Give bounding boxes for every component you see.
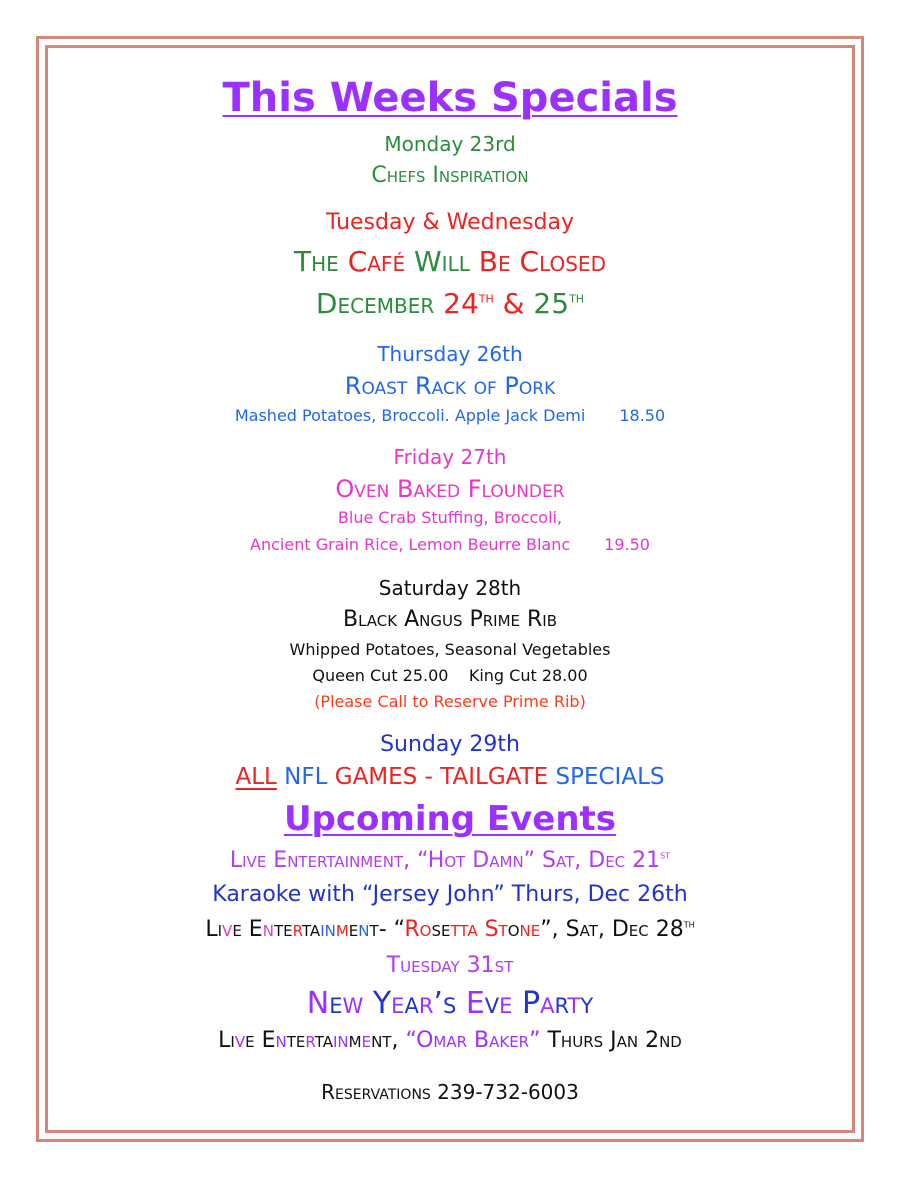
e3-p20: ”, — [540, 917, 566, 942]
closed-word-1: The — [294, 245, 348, 278]
closed-word-5: Closed — [519, 245, 606, 278]
events-title: Upcoming Events — [283, 799, 617, 839]
cafe-closed-notice — [0, 245, 900, 278]
tailgate-specials-word: SPECIALS — [555, 764, 665, 790]
e5-p3: Y — [372, 986, 392, 1021]
e5-p13: r — [554, 986, 568, 1021]
e3-p7: ta — [301, 917, 321, 942]
e3-p13: - “ — [378, 917, 405, 942]
dates-24: 24 — [443, 287, 479, 320]
event-hot-damn-text: Live Entertainment, “Hot Damn” Sat, Dec 21 — [229, 848, 661, 873]
closed-dates — [0, 287, 900, 320]
e6-p2: e — [245, 1028, 262, 1053]
e3-p6: r — [292, 917, 302, 942]
e5-p12: a — [540, 986, 555, 1021]
e5-p7: ’s — [433, 986, 466, 1021]
e5-p15: y — [580, 986, 594, 1021]
event-hot-damn-suffix: st — [660, 847, 671, 862]
e3-p22: th — [683, 916, 695, 931]
e5-p5: a — [404, 986, 419, 1021]
reservations-phone: Reservations 239-732-6003 — [321, 1080, 579, 1104]
e5-p11: P — [521, 986, 541, 1021]
e3-p17: St — [484, 917, 508, 942]
tue-wed-day: Tuesday & Wednesday — [325, 210, 574, 235]
e6-p1: v — [234, 1028, 246, 1053]
event-new-years-eve — [0, 986, 900, 1021]
e5-p6: r — [418, 986, 434, 1021]
e3-p3: E — [248, 917, 263, 942]
dates-amp: & — [493, 287, 534, 320]
thursday-day: Thursday 26th — [377, 342, 523, 366]
e6-p10: e — [361, 1028, 372, 1053]
closed-word-2: Café — [347, 245, 414, 278]
event-tuesday-31st: Tuesday 31st — [386, 953, 514, 978]
e5-p0: N — [306, 986, 330, 1021]
saturday-cuts: Queen Cut 25.00 King Cut 28.00 — [312, 666, 588, 685]
e6-p14: Thurs Jan 2nd — [540, 1028, 682, 1053]
tailgate-tailgate: TAILGATE — [440, 764, 556, 790]
sunday-day: Sunday 29th — [380, 732, 520, 757]
friday-day: Friday 27th — [393, 445, 507, 469]
e6-p8: in — [332, 1028, 349, 1053]
tailgate-all: ALL — [235, 764, 277, 790]
closed-word-4: Be — [478, 245, 520, 278]
e6-p3: E — [261, 1028, 276, 1053]
saturday-dish: Black Angus Prime Rib — [342, 607, 557, 632]
page-title: This Weeks Specials — [222, 75, 678, 121]
friday-desc-row — [0, 537, 900, 553]
monday-dish: Chefs Inspiration — [371, 163, 529, 188]
e5-p4: e — [391, 986, 405, 1021]
e3-p2: e — [232, 917, 249, 942]
event-rosetta-stone — [0, 916, 900, 942]
e5-p8: E — [465, 986, 485, 1021]
tailgate-specials — [0, 766, 900, 789]
e3-p16: tta — [450, 917, 485, 942]
tailgate-nfl: NFL — [276, 764, 335, 790]
e3-p5: te — [273, 917, 293, 942]
e6-p0: Li — [218, 1028, 235, 1053]
dates-25-suffix: th — [569, 288, 585, 307]
e6-p6: r — [305, 1028, 315, 1053]
e3-p15: se — [431, 917, 451, 942]
e3-p10: e — [348, 917, 359, 942]
event-karaoke: Karaoke with “Jersey John” Thurs, Dec 26th — [212, 882, 688, 907]
e6-p11: n — [371, 1028, 383, 1053]
e3-p11: n — [358, 917, 370, 942]
e3-p9: m — [335, 917, 349, 942]
e5-p14: t — [567, 986, 581, 1021]
e3-p21: Sat, Dec 28 — [565, 917, 684, 942]
e3-p4: n — [262, 917, 274, 942]
friday-desc-1: Blue Crab Stuffing, Broccoli, — [337, 508, 563, 527]
thursday-desc: Mashed Potatoes, Broccoli. Apple Jack Demi — [234, 406, 586, 425]
event-hot-damn — [0, 847, 900, 873]
dates-24-suffix: th — [478, 288, 494, 307]
saturday-note: (Please Call to Reserve Prime Rib) — [314, 692, 586, 711]
friday-dish: Oven Baked Flounder — [335, 475, 565, 503]
e3-p14: Ro — [404, 917, 432, 942]
dates-25: 25 — [533, 287, 570, 320]
e6-p4: n — [275, 1028, 287, 1053]
e6-p7: ta — [314, 1028, 333, 1053]
e3-p0: Li — [205, 917, 223, 942]
thursday-dish: Roast Rack of Pork — [344, 372, 556, 400]
saturday-desc: Whipped Potatoes, Seasonal Vegetables — [289, 640, 611, 659]
e5-p9: v — [484, 986, 500, 1021]
saturday-day: Saturday 28th — [378, 576, 522, 600]
e6-p9: m — [348, 1028, 362, 1053]
e6-p12: t, — [382, 1028, 406, 1053]
e5-p2: w — [342, 986, 373, 1021]
e5-p1: e — [329, 986, 343, 1021]
friday-desc-2: Ancient Grain Rice, Lemon Beurre Blanc — [250, 535, 571, 554]
e3-p12: t — [369, 917, 379, 942]
tailgate-games: GAMES — [334, 764, 425, 790]
closed-word-3: Will — [413, 245, 479, 278]
thursday-desc-row — [0, 408, 900, 424]
e3-p18: o — [507, 917, 520, 942]
thursday-price: 18.50 — [619, 406, 666, 425]
event-omar-baker — [0, 1030, 900, 1052]
dates-month: December — [315, 287, 444, 320]
e5-p10: e — [499, 986, 522, 1021]
e6-p13: “Omar Baker” — [405, 1028, 541, 1053]
e6-p5: te — [286, 1028, 306, 1053]
e3-p19: ne — [519, 917, 541, 942]
e3-p1: v — [222, 917, 233, 942]
monday-day: Monday 23rd — [384, 132, 516, 156]
friday-price: 19.50 — [604, 535, 650, 554]
tailgate-dash: - — [424, 764, 441, 790]
e3-p8: in — [320, 917, 336, 942]
